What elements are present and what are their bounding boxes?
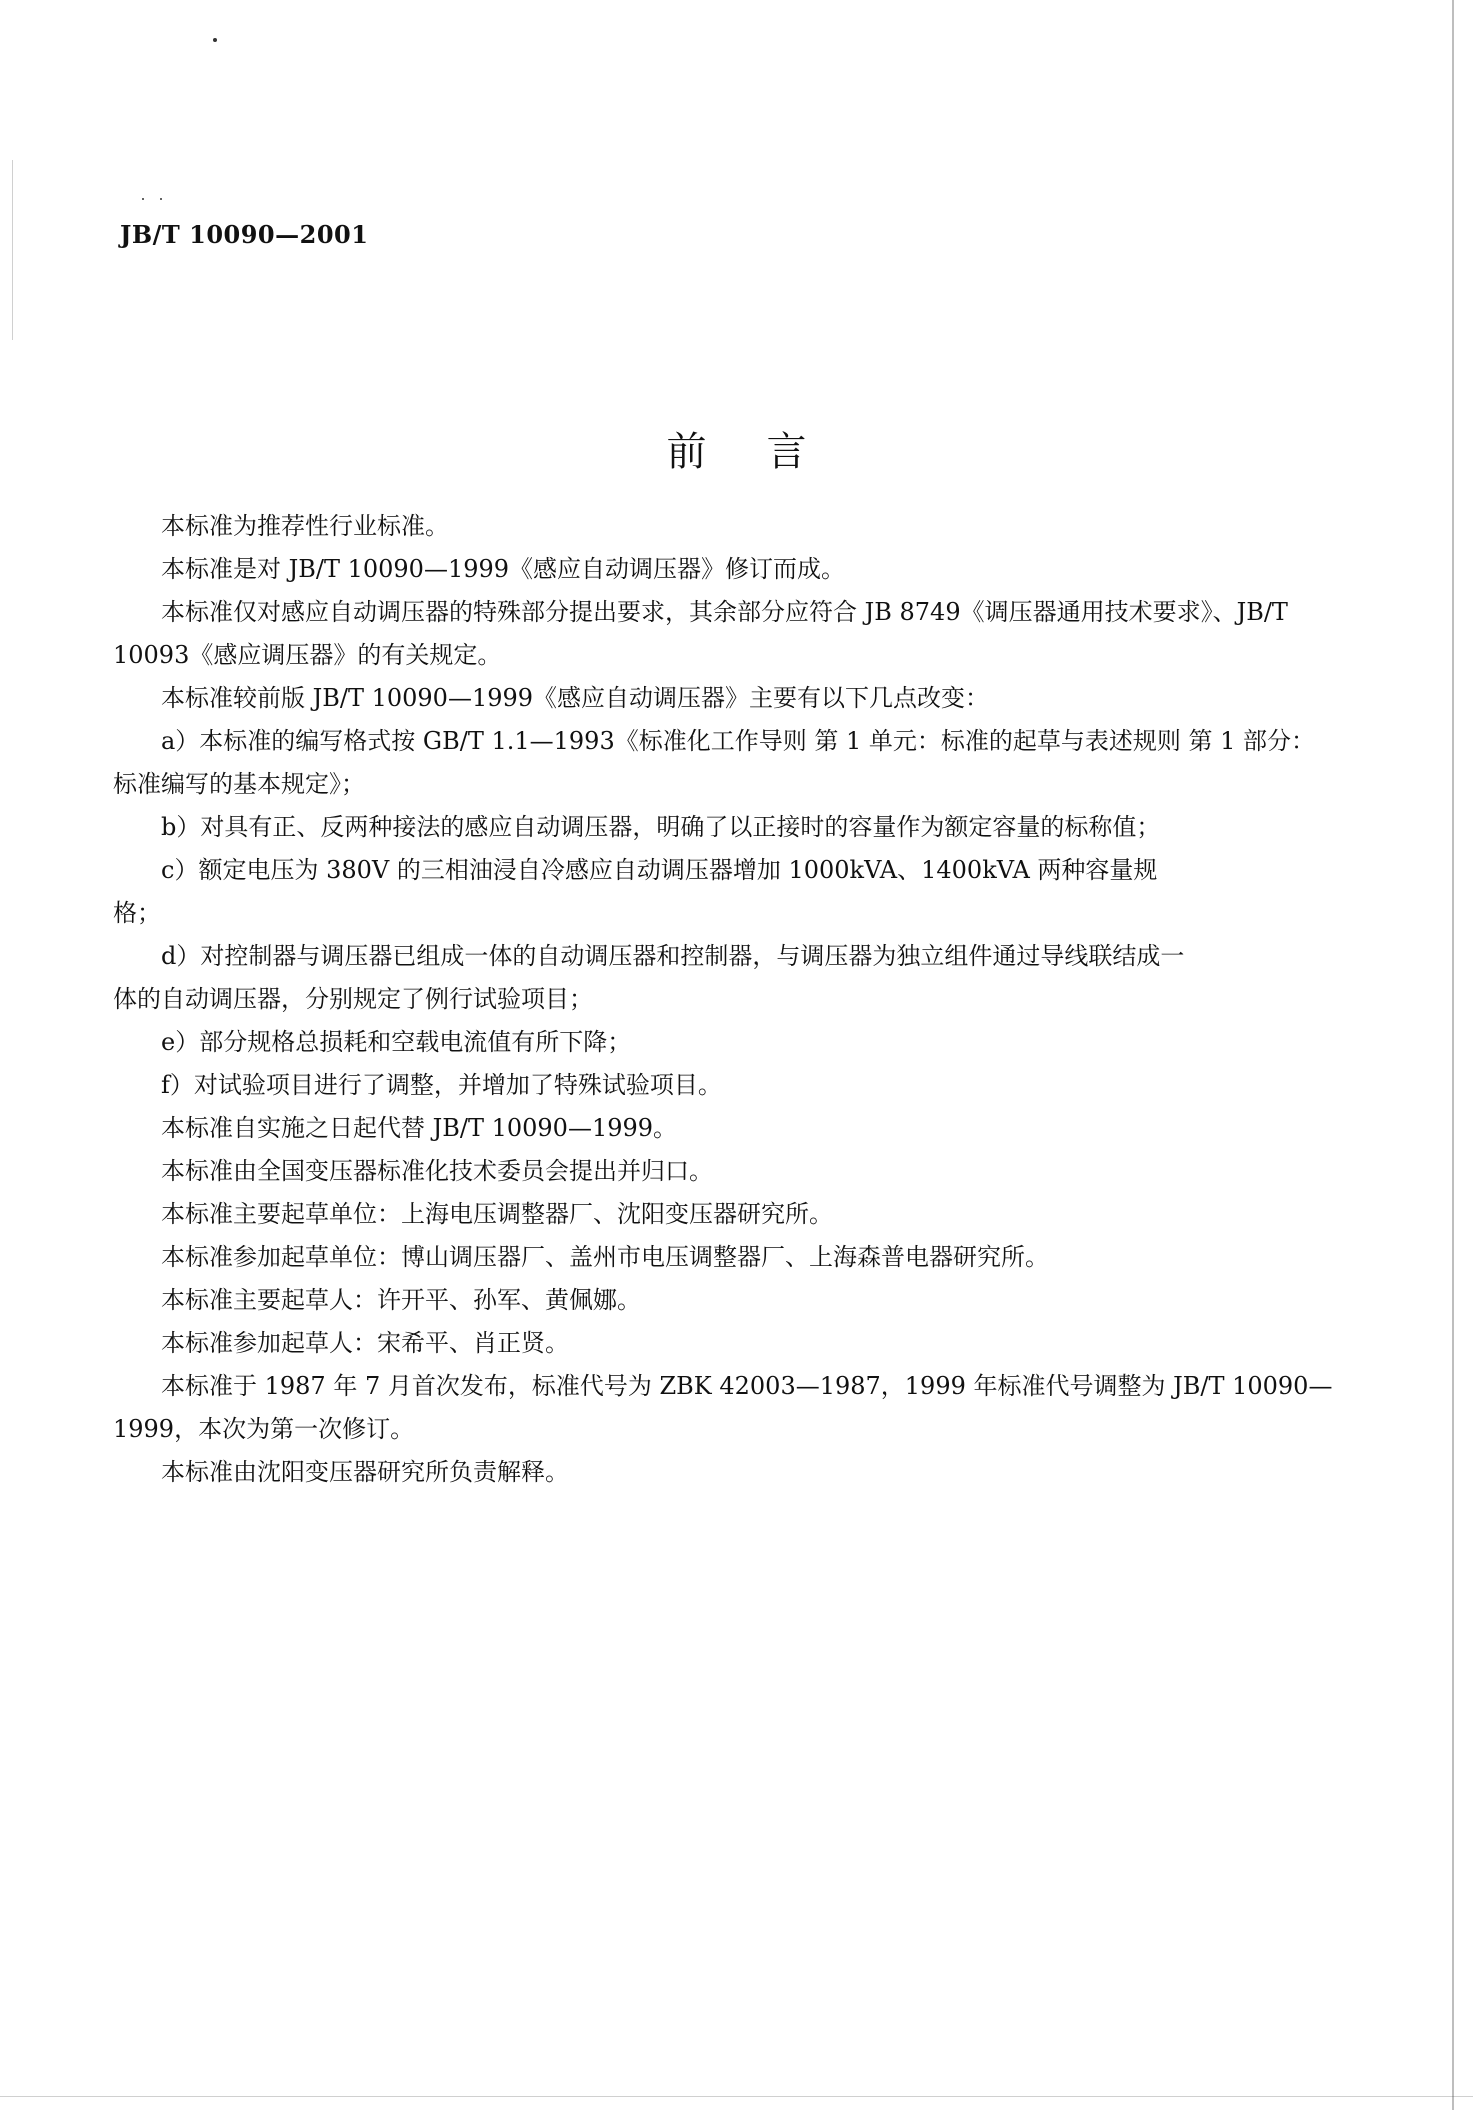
- scan-edge-right: [1452, 0, 1454, 2110]
- scan-speck: [160, 198, 162, 200]
- paragraph: 本标准参加起草单位：博山调压器厂、盖州市电压调整器厂、上海森普电器研究所。: [161, 1243, 1049, 1271]
- paragraph: 本标准参加起草人：宋希平、肖正贤。: [161, 1329, 569, 1357]
- scan-edge-bottom: [0, 2096, 1473, 2097]
- list-item-b: b）对具有正、反两种接法的感应自动调压器，明确了以正接时的容量作为额定容量的标称值；: [161, 813, 1161, 841]
- scan-speck: [213, 38, 217, 42]
- paragraph: 本标准较前版 JB/T 10090—1999《感应自动调压器》主要有以下几点改变：: [161, 684, 990, 712]
- paragraph: 本标准由沈阳变压器研究所负责解释。: [161, 1458, 569, 1486]
- page-title: 前言: [666, 429, 867, 475]
- list-item-a: a）本标准的编写格式按 GB/T 1.1—1993《标准化工作导则 第 1 单元：标准的起草与表述规则 第 1 部分：标准编写的基本规定》；: [113, 727, 1316, 798]
- paragraph: 本标准仅对感应自动调压器的特殊部分提出要求，其余部分应符合 JB 8749《调压器通用技术要求》、JB/T 10093《感应调压器》的有关规定。: [113, 598, 1288, 669]
- standard-code: JB/T 10090—2001: [120, 220, 369, 249]
- paragraph: 本标准主要起草单位：上海电压调整器厂、沈阳变压器研究所。: [161, 1200, 833, 1228]
- scan-speck: [142, 198, 144, 200]
- paragraph: 本标准由全国变压器标准化技术委员会提出并归口。: [161, 1157, 713, 1185]
- paragraph: 本标准为推荐性行业标准。: [161, 512, 449, 540]
- list-item-f: f）对试验项目进行了调整，并增加了特殊试验项目。: [161, 1071, 722, 1099]
- list-item-d: d）对控制器与调压器已组成一体的自动调压器和控制器，与调压器为独立组件通过导线联结成一体的自动调压器，分别规定了例行试验项目；: [113, 942, 1185, 1013]
- list-item-c: c）额定电压为 380V 的三相油浸自冷感应自动调压器增加 1000kVA、1400kVA 两种容量规格；: [113, 856, 1158, 927]
- paragraph: 本标准是对 JB/T 10090—1999《感应自动调压器》修订而成。: [161, 555, 846, 583]
- preface-body: [113, 505, 1333, 1494]
- list-item-e: e）部分规格总损耗和空载电流值有所下降；: [161, 1028, 632, 1056]
- paragraph: 本标准于 1987 年 7 月首次发布，标准代号为 ZBK 42003—1987，1999 年标准代号调整为 JB/T 10090—1999，本次为第一次修订。: [113, 1372, 1333, 1443]
- scan-edge-left: [12, 160, 13, 340]
- paragraph: 本标准自实施之日起代替 JB/T 10090—1999。: [161, 1114, 678, 1142]
- paragraph: 本标准主要起草人：许开平、孙军、黄佩娜。: [161, 1286, 641, 1314]
